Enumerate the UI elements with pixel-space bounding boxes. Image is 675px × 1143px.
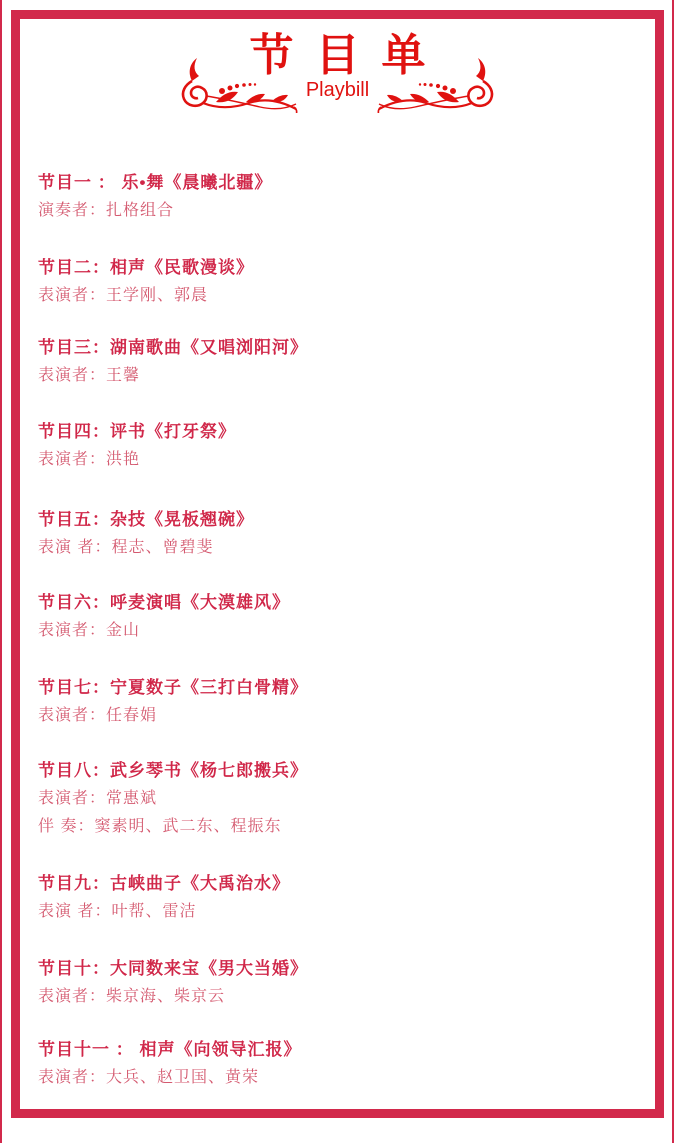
program-item-performers: 表演者：洪艳 <box>38 451 141 468</box>
program-item-performers: 表演者：王学刚、郭晨 <box>38 287 209 304</box>
program-item-accompanists: 伴 奏：窦素明、武二东、程振东 <box>38 818 282 835</box>
program-item-10 <box>38 959 638 1006</box>
program-item-performers: 表演者：金山 <box>38 622 141 639</box>
program-item-8 <box>38 761 638 836</box>
program-item-performers: 表演者：柴京海、柴京云 <box>38 988 226 1005</box>
program-item-title: 节目二：相声《民歌漫谈》 <box>38 258 254 277</box>
program-item-title: 节目一 ： 乐•舞《晨曦北疆》 <box>38 173 273 192</box>
program-item-title: 节目十：大同数来宝《男大当婚》 <box>38 959 308 978</box>
program-item-title: 节目九：古峡曲子《大禹治水》 <box>38 874 290 893</box>
program-item-title: 节目八：武乡琴书《杨七郎搬兵》 <box>38 761 308 780</box>
program-item-3 <box>38 338 638 385</box>
program-item-2 <box>38 258 638 305</box>
title-block <box>0 0 675 130</box>
left-edge-line <box>0 0 2 1143</box>
program-item-performers: 表演者：任春娟 <box>38 707 158 724</box>
program-item-title: 节目三：湖南歌曲《又唱浏阳河》 <box>38 338 308 357</box>
program-item-performers: 演奏者：扎格组合 <box>38 202 175 219</box>
program-item-title: 节目十一 ： 相声《向领导汇报》 <box>38 1040 302 1059</box>
program-item-performers: 表演者：常惠斌 <box>38 790 158 807</box>
program-item-6 <box>38 593 638 640</box>
program-item-performers: 表演 者：叶帮、雷洁 <box>38 903 197 920</box>
program-item-9 <box>38 874 638 921</box>
right-edge-line <box>672 0 674 1143</box>
program-item-performers: 表演 者：程志、曾碧斐 <box>38 539 214 556</box>
program-item-title: 节目六：呼麦演唱《大漠雄风》 <box>38 593 290 612</box>
program-item-4 <box>38 422 638 469</box>
program-item-title: 节目四：评书《打牙祭》 <box>38 422 236 441</box>
program-item-title: 节目五：杂技《晃板翘碗》 <box>38 510 254 529</box>
program-item-11 <box>38 1040 638 1087</box>
program-item-1 <box>38 173 638 220</box>
program-item-5 <box>38 510 638 557</box>
program-item-7 <box>38 678 638 725</box>
program-item-title: 节目七：宁夏数子《三打白骨精》 <box>38 678 308 697</box>
program-item-performers: 表演者：王馨 <box>38 367 141 384</box>
program-item-performers: 表演者：大兵、赵卫国、黄荣 <box>38 1069 260 1086</box>
page-title: 节目单 <box>249 30 448 81</box>
page-subtitle: Playbill <box>305 79 370 101</box>
